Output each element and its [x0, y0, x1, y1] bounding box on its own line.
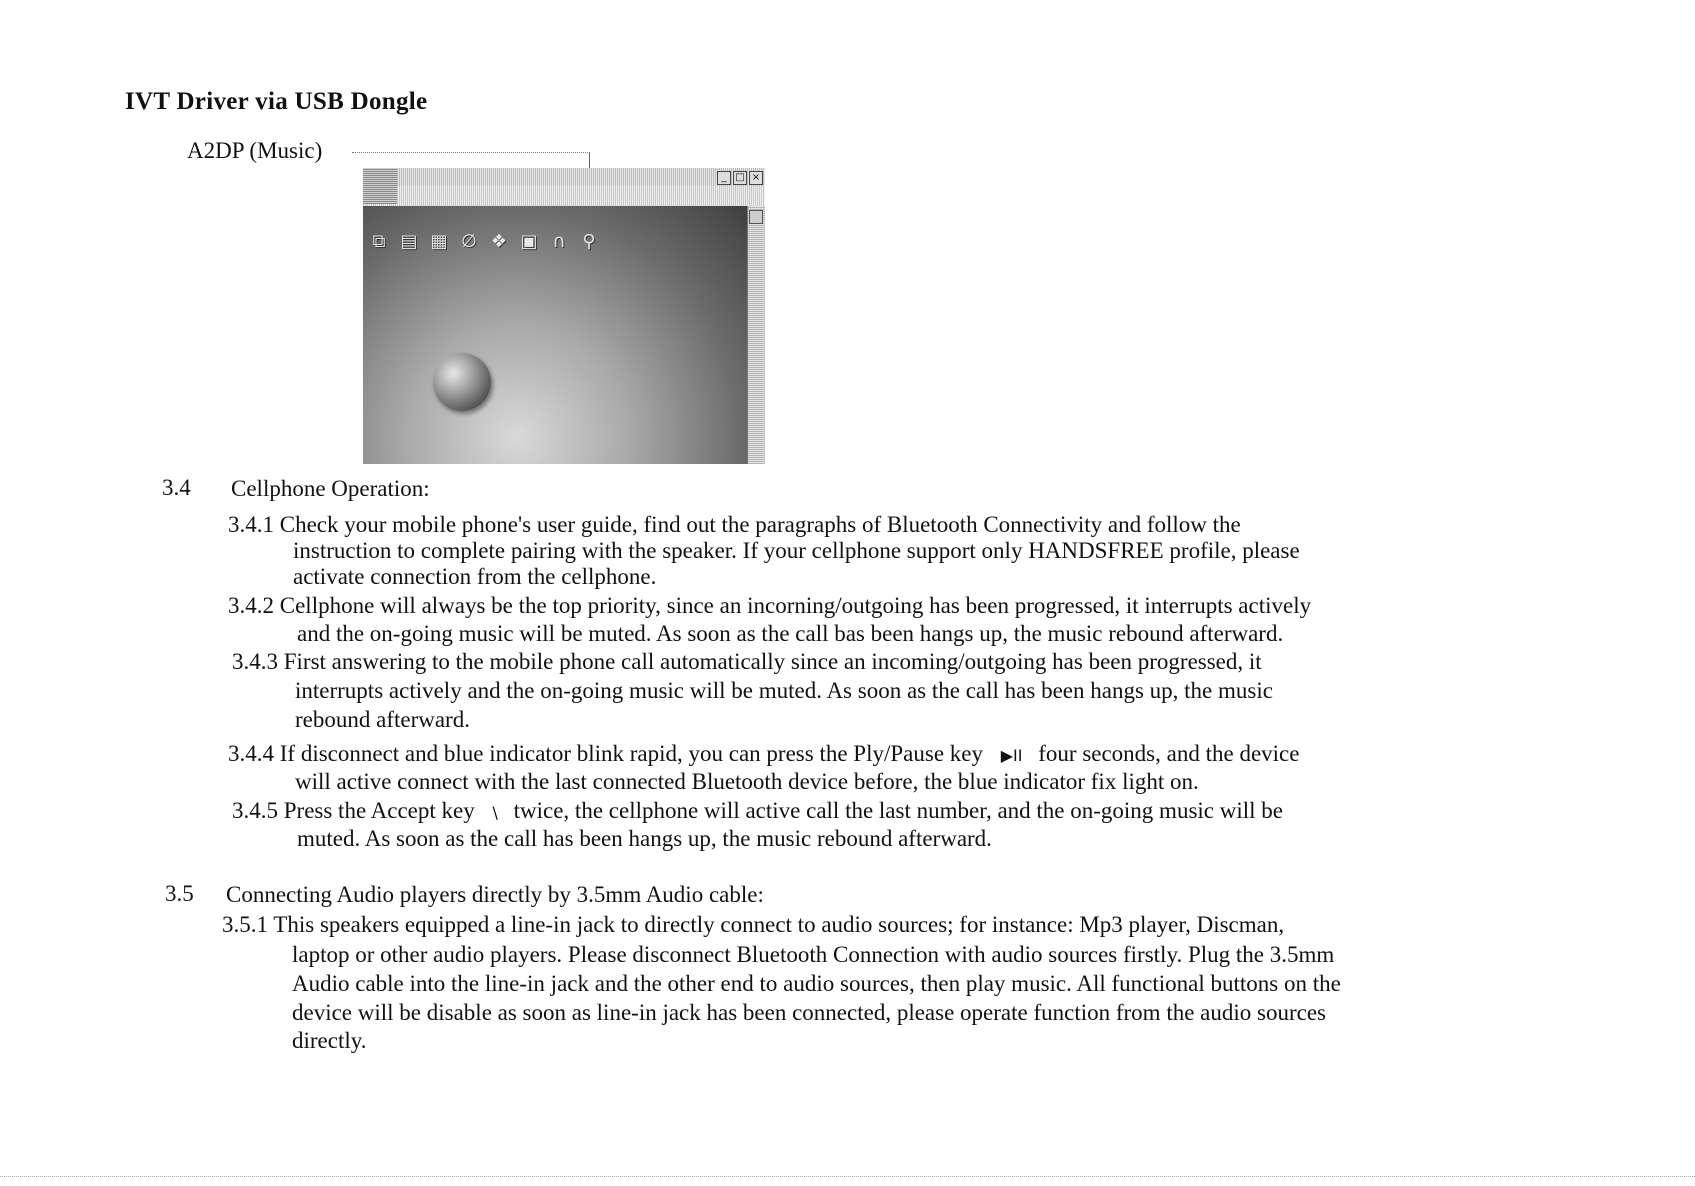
file-transfer-icon[interactable]: ▦ [430, 231, 448, 252]
section-heading: IVT Driver via USB Dongle [125, 88, 428, 115]
device-list-icon[interactable]: ▤ [400, 231, 418, 252]
service-icon-row [367, 231, 601, 253]
item-line: muted. As soon as the call has been hangs up, the music rebound afterward. [297, 826, 992, 851]
item-text [232, 797, 1283, 827]
network-icon[interactable]: ❖ [490, 231, 508, 252]
section-number: 3.5 [165, 881, 194, 906]
section-title: Cellphone Operation: [231, 476, 430, 501]
window-menubar [363, 186, 765, 206]
item-line: and the on-going music will be muted. As soon as the call bas been hangs up, the music rebound afterward. [297, 621, 1284, 646]
item-line: Audio cable into the line-in jack and the other end to audio sources, then play music. All functional buttons on the [292, 971, 1341, 996]
pairing-icon[interactable]: ⧉ [372, 231, 386, 252]
scan-edge-line [0, 1176, 1695, 1177]
item-line: four seconds, and the device [1038, 741, 1300, 766]
item-text [228, 740, 1299, 770]
accept-key-icon: \ [492, 803, 498, 822]
window-controls [717, 171, 763, 185]
item-line: interrupts actively and the on-going music will be muted. As soon as the call has been hangs up, the music [295, 678, 1273, 703]
item-number: 3.4.4 [228, 741, 274, 766]
item-text [232, 648, 1262, 676]
maximize-button[interactable]: □ [733, 171, 747, 185]
item-number: 3.5.1 [222, 912, 268, 937]
play-pause-key-icon: ▶II [1000, 746, 1023, 765]
item-line: will active connect with the last connected Bluetooth device before, the blue indicator fix light on. [295, 769, 1199, 794]
minimize-button[interactable]: _ [717, 171, 731, 185]
section-number: 3.4 [162, 475, 191, 500]
window-app-icon [363, 168, 397, 204]
item-text [222, 911, 1284, 939]
window-titlebar [363, 168, 765, 186]
item-text [228, 592, 1311, 620]
scroll-up-arrow[interactable] [749, 210, 763, 224]
item-number: 3.4.2 [228, 593, 274, 618]
item-line: twice, the cellphone will active call the last number, and the on-going music will be [513, 798, 1283, 823]
item-line: First answering to the mobile phone call automatically since an incoming/outgoing has been progressed, it [283, 649, 1262, 674]
item-line: Press the Accept key [283, 798, 475, 823]
headset-icon[interactable]: ∩ [552, 231, 566, 252]
item-number: 3.4.5 [232, 798, 278, 823]
bluetooth-sphere-icon[interactable] [433, 353, 491, 411]
item-line: instruction to complete pairing with the speaker. If your cellphone support only HANDSFREE profile, please [293, 538, 1300, 563]
caption-leader-line [352, 152, 590, 153]
search-icon[interactable]: ⚲ [582, 231, 596, 252]
lan-icon[interactable]: ▣ [520, 231, 538, 252]
item-line: Check your mobile phone's user guide, find out the paragraphs of Bluetooth Connectivity and follow the [279, 512, 1241, 537]
item-line: If disconnect and blue indicator blink rapid, you can press the Ply/Pause key [279, 741, 983, 766]
item-line: laptop or other audio players. Please disconnect Bluetooth Connection with audio sources firstly. Plug the 3.5mm [292, 942, 1335, 967]
item-line: device will be disable as soon as line-in jack has been connected, please operate function from the audio sources [292, 1000, 1326, 1025]
software-screenshot [363, 168, 765, 464]
item-number: 3.4.3 [232, 649, 278, 674]
item-line: This speakers equipped a line-in jack to directly connect to audio sources; for instance: Mp3 player, Discman, [273, 912, 1285, 937]
item-line: directly. [292, 1028, 367, 1053]
section-title: Connecting Audio players directly by 3.5mm Audio cable: [226, 882, 764, 907]
dial-icon[interactable]: ∅ [461, 231, 477, 252]
item-line: rebound afterward. [295, 707, 470, 732]
item-text [228, 511, 1241, 539]
figure-caption: A2DP (Music) [187, 138, 323, 163]
item-line: Cellphone will always be the top priority, since an incorning/outgoing has been progressed, it interrupts actively [279, 593, 1312, 618]
item-line: activate connection from the cellphone. [293, 564, 657, 589]
item-number: 3.4.1 [228, 512, 274, 537]
vertical-scrollbar[interactable] [747, 206, 765, 464]
close-button[interactable]: × [749, 171, 763, 185]
